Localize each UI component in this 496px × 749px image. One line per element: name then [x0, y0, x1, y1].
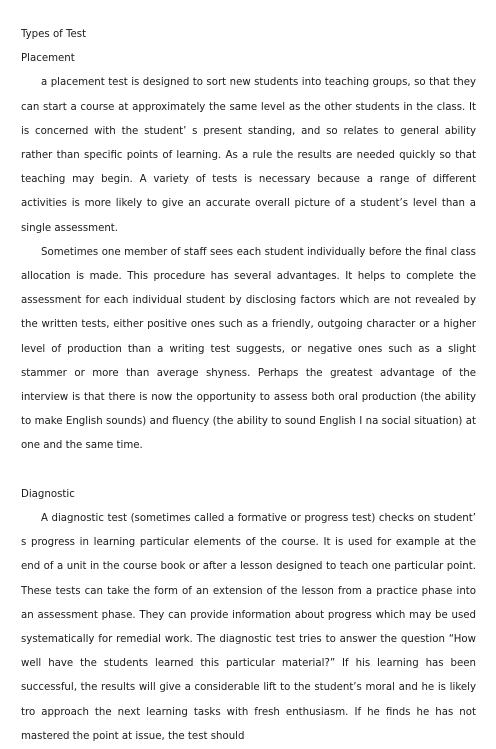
section-spacer	[21, 459, 476, 483]
document-title: Types of Test	[21, 29, 87, 40]
paragraph: Sometimes one member of staff sees each student individually before the final class allocation is made. This procedure has several advantages. It helps to complete the assessment for each individual student by disclosing factors which are not revealed by the written tests, either positive ones such as a friendly, outgoing character or a higher level of production than a writing test suggests, or negative ones such as a slight stammer or more than average shyness. Perhaps the greatest advantage of the interview is that there is now the opportunity to assess both oral production (the ability to make English sounds) and fluency (the ability to sound English I na social situation) at one and the same time.	[21, 246, 476, 452]
document-page	[21, 23, 476, 749]
paragraph: a placement test is designed to sort new students into teaching groups, so that they can start a course at approximately the same level as the other students in the class. It is concerned with the student’ s present standing, and so relates to general ability rather than specific points of learning. As a rule the results are needed quickly so that teaching may begin. A variety of tests is necessary because a range of different activities is more likely to give an accurate overall picture of a student’s level than a single assessment.	[21, 77, 476, 234]
section-heading-placement: Placement	[21, 53, 75, 65]
paragraph: A diagnostic test (sometimes called a formative or progress test) checks on student’ s progress in learning particular elements of the course. It is used for example at the end of a unit in the course book or after a lesson designed to teach one particular point. These tests can take the form of an extension of the lesson from a practice phase into an assessment phase. They can provide information about progress which may be used systematically for remedial work. The diagnostic test tries to answer the question “How well have the students learned this particular material?” If his learning has been successful, the results will give a considerable lift to the student’s moral and he is likely tro approach the next learning tasks with fresh enthusiasm. If he finds he has not mastered the point at issue, the test should	[21, 513, 476, 742]
section-heading-diagnostic: Diagnostic	[21, 488, 75, 500]
